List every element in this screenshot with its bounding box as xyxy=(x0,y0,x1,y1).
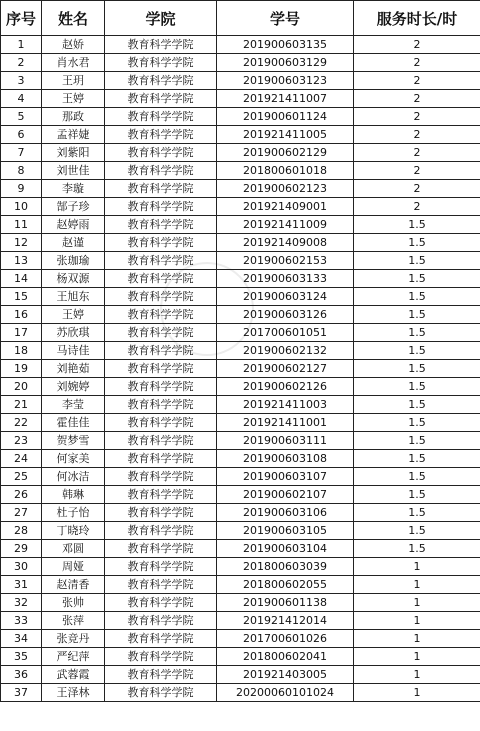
cell-student-id: 201921411003 xyxy=(217,396,354,414)
cell-service-hours: 2 xyxy=(354,54,480,72)
cell-name: 赵谨 xyxy=(42,234,105,252)
cell-college: 教育科学学院 xyxy=(105,180,217,198)
cell-student-id: 201921403005 xyxy=(217,666,354,684)
cell-college: 教育科学学院 xyxy=(105,540,217,558)
cell-college: 教育科学学院 xyxy=(105,450,217,468)
cell-service-hours: 1.5 xyxy=(354,270,480,288)
cell-student-id: 201800601018 xyxy=(217,162,354,180)
cell-student-id: 201900602127 xyxy=(217,360,354,378)
cell-student-id: 201700601051 xyxy=(217,324,354,342)
cell-service-hours: 1.5 xyxy=(354,252,480,270)
cell-service-hours: 1.5 xyxy=(354,468,480,486)
cell-name: 苏欣琪 xyxy=(42,324,105,342)
cell-serial-number: 24 xyxy=(1,450,42,468)
cell-serial-number: 20 xyxy=(1,378,42,396)
cell-college: 教育科学学院 xyxy=(105,72,217,90)
cell-serial-number: 23 xyxy=(1,432,42,450)
cell-college: 教育科学学院 xyxy=(105,630,217,648)
cell-serial-number: 6 xyxy=(1,126,42,144)
cell-serial-number: 4 xyxy=(1,90,42,108)
cell-serial-number: 22 xyxy=(1,414,42,432)
cell-college: 教育科学学院 xyxy=(105,684,217,702)
table-row xyxy=(1,342,480,360)
table-row xyxy=(1,648,480,666)
cell-service-hours: 2 xyxy=(354,162,480,180)
cell-student-id: 201900603106 xyxy=(217,504,354,522)
cell-college: 教育科学学院 xyxy=(105,414,217,432)
cell-name: 贺梦雪 xyxy=(42,432,105,450)
cell-name: 那政 xyxy=(42,108,105,126)
cell-college: 教育科学学院 xyxy=(105,360,217,378)
header-student-id: 学号 xyxy=(217,1,354,36)
cell-student-id: 201921409008 xyxy=(217,234,354,252)
table-row xyxy=(1,216,480,234)
cell-serial-number: 18 xyxy=(1,342,42,360)
cell-service-hours: 1 xyxy=(354,594,480,612)
cell-service-hours: 1.5 xyxy=(354,342,480,360)
table-row xyxy=(1,378,480,396)
cell-student-id: 201900601138 xyxy=(217,594,354,612)
table-row xyxy=(1,414,480,432)
cell-service-hours: 1.5 xyxy=(354,216,480,234)
table-row xyxy=(1,486,480,504)
cell-student-id: 201900603133 xyxy=(217,270,354,288)
cell-college: 教育科学学院 xyxy=(105,504,217,522)
cell-student-id: 201900602123 xyxy=(217,180,354,198)
cell-student-id: 201900601124 xyxy=(217,108,354,126)
cell-student-id: 201900603123 xyxy=(217,72,354,90)
header-name: 姓名 xyxy=(42,1,105,36)
cell-name: 刘艳茹 xyxy=(42,360,105,378)
cell-name: 周娅 xyxy=(42,558,105,576)
cell-student-id: 201900602132 xyxy=(217,342,354,360)
cell-name: 何家美 xyxy=(42,450,105,468)
cell-student-id: 201921411009 xyxy=(217,216,354,234)
cell-student-id: 201800602055 xyxy=(217,576,354,594)
cell-service-hours: 1 xyxy=(354,648,480,666)
table-row xyxy=(1,36,480,54)
cell-name: 武蓉霞 xyxy=(42,666,105,684)
cell-name: 杜子怡 xyxy=(42,504,105,522)
header-serial-number: 序号 xyxy=(1,1,42,36)
cell-service-hours: 1 xyxy=(354,558,480,576)
cell-serial-number: 7 xyxy=(1,144,42,162)
cell-service-hours: 2 xyxy=(354,180,480,198)
table-row xyxy=(1,468,480,486)
cell-college: 教育科学学院 xyxy=(105,576,217,594)
cell-student-id: 201900602153 xyxy=(217,252,354,270)
cell-service-hours: 1.5 xyxy=(354,360,480,378)
table-row xyxy=(1,666,480,684)
cell-college: 教育科学学院 xyxy=(105,324,217,342)
cell-serial-number: 34 xyxy=(1,630,42,648)
header-row xyxy=(1,1,480,36)
cell-name: 刘世佳 xyxy=(42,162,105,180)
cell-name: 王泽林 xyxy=(42,684,105,702)
cell-student-id: 201900603107 xyxy=(217,468,354,486)
cell-student-id: 201900602126 xyxy=(217,378,354,396)
cell-student-id: 201921411005 xyxy=(217,126,354,144)
table-row xyxy=(1,522,480,540)
cell-service-hours: 1.5 xyxy=(354,540,480,558)
table-row xyxy=(1,180,480,198)
cell-college: 教育科学学院 xyxy=(105,54,217,72)
cell-college: 教育科学学院 xyxy=(105,198,217,216)
cell-serial-number: 30 xyxy=(1,558,42,576)
cell-name: 李莹 xyxy=(42,396,105,414)
cell-serial-number: 2 xyxy=(1,54,42,72)
cell-student-id: 201900603124 xyxy=(217,288,354,306)
cell-student-id: 201921411007 xyxy=(217,90,354,108)
cell-student-id: 201900603108 xyxy=(217,450,354,468)
cell-name: 杨双源 xyxy=(42,270,105,288)
cell-college: 教育科学学院 xyxy=(105,90,217,108)
cell-name: 肖水君 xyxy=(42,54,105,72)
cell-name: 霍佳佳 xyxy=(42,414,105,432)
cell-name: 赵娇 xyxy=(42,36,105,54)
table-row xyxy=(1,684,480,702)
cell-student-id: 201900602107 xyxy=(217,486,354,504)
cell-serial-number: 35 xyxy=(1,648,42,666)
table-body xyxy=(1,36,480,702)
cell-student-id: 201921409001 xyxy=(217,198,354,216)
cell-student-id: 201900603105 xyxy=(217,522,354,540)
cell-serial-number: 15 xyxy=(1,288,42,306)
cell-service-hours: 1.5 xyxy=(354,432,480,450)
cell-serial-number: 37 xyxy=(1,684,42,702)
cell-student-id: 201700601026 xyxy=(217,630,354,648)
cell-student-id: 201800602041 xyxy=(217,648,354,666)
table-row xyxy=(1,108,480,126)
header-service-hours: 服务时长/时 xyxy=(354,1,480,36)
table-row xyxy=(1,54,480,72)
cell-name: 王婷 xyxy=(42,90,105,108)
table-row xyxy=(1,198,480,216)
cell-serial-number: 1 xyxy=(1,36,42,54)
cell-service-hours: 2 xyxy=(354,36,480,54)
cell-name: 何冰洁 xyxy=(42,468,105,486)
cell-serial-number: 5 xyxy=(1,108,42,126)
cell-college: 教育科学学院 xyxy=(105,594,217,612)
table-row xyxy=(1,540,480,558)
table-row xyxy=(1,90,480,108)
table-row xyxy=(1,576,480,594)
cell-serial-number: 19 xyxy=(1,360,42,378)
header-college: 学院 xyxy=(105,1,217,36)
table-row xyxy=(1,162,480,180)
cell-student-id: 201900603129 xyxy=(217,54,354,72)
cell-serial-number: 32 xyxy=(1,594,42,612)
cell-serial-number: 28 xyxy=(1,522,42,540)
cell-service-hours: 1.5 xyxy=(354,450,480,468)
cell-service-hours: 1.5 xyxy=(354,378,480,396)
cell-service-hours: 2 xyxy=(354,72,480,90)
cell-college: 教育科学学院 xyxy=(105,396,217,414)
cell-serial-number: 33 xyxy=(1,612,42,630)
cell-service-hours: 1.5 xyxy=(354,288,480,306)
table-row xyxy=(1,396,480,414)
cell-name: 张萍 xyxy=(42,612,105,630)
cell-service-hours: 1 xyxy=(354,576,480,594)
cell-serial-number: 31 xyxy=(1,576,42,594)
cell-college: 教育科学学院 xyxy=(105,162,217,180)
cell-service-hours: 2 xyxy=(354,108,480,126)
cell-student-id: 201900603111 xyxy=(217,432,354,450)
cell-college: 教育科学学院 xyxy=(105,432,217,450)
table-row xyxy=(1,72,480,90)
cell-serial-number: 9 xyxy=(1,180,42,198)
table-row xyxy=(1,504,480,522)
cell-college: 教育科学学院 xyxy=(105,288,217,306)
table-row xyxy=(1,630,480,648)
cell-name: 张珈瑜 xyxy=(42,252,105,270)
cell-college: 教育科学学院 xyxy=(105,234,217,252)
cell-service-hours: 1.5 xyxy=(354,396,480,414)
cell-service-hours: 1 xyxy=(354,612,480,630)
cell-college: 教育科学学院 xyxy=(105,666,217,684)
cell-college: 教育科学学院 xyxy=(105,378,217,396)
cell-college: 教育科学学院 xyxy=(105,612,217,630)
cell-service-hours: 2 xyxy=(354,126,480,144)
cell-service-hours: 2 xyxy=(354,198,480,216)
cell-service-hours: 1.5 xyxy=(354,522,480,540)
table-row xyxy=(1,432,480,450)
cell-name: 孟祥婕 xyxy=(42,126,105,144)
cell-student-id: 201900603135 xyxy=(217,36,354,54)
cell-college: 教育科学学院 xyxy=(105,342,217,360)
table-row xyxy=(1,306,480,324)
cell-serial-number: 10 xyxy=(1,198,42,216)
table-row xyxy=(1,252,480,270)
cell-college: 教育科学学院 xyxy=(105,126,217,144)
cell-student-id: 201921412014 xyxy=(217,612,354,630)
table-row xyxy=(1,594,480,612)
cell-name: 赵婷雨 xyxy=(42,216,105,234)
cell-service-hours: 1.5 xyxy=(354,414,480,432)
table-row xyxy=(1,234,480,252)
cell-college: 教育科学学院 xyxy=(105,522,217,540)
cell-serial-number: 13 xyxy=(1,252,42,270)
cell-service-hours: 1.5 xyxy=(354,324,480,342)
cell-serial-number: 8 xyxy=(1,162,42,180)
cell-service-hours: 1.5 xyxy=(354,306,480,324)
cell-college: 教育科学学院 xyxy=(105,306,217,324)
cell-service-hours: 1 xyxy=(354,684,480,702)
cell-name: 张竞丹 xyxy=(42,630,105,648)
cell-student-id: 201900603104 xyxy=(217,540,354,558)
cell-service-hours: 2 xyxy=(354,144,480,162)
table-row xyxy=(1,360,480,378)
cell-student-id: 201900602129 xyxy=(217,144,354,162)
cell-serial-number: 12 xyxy=(1,234,42,252)
cell-serial-number: 3 xyxy=(1,72,42,90)
cell-student-id: 201900603126 xyxy=(217,306,354,324)
cell-college: 教育科学学院 xyxy=(105,270,217,288)
cell-college: 教育科学学院 xyxy=(105,36,217,54)
cell-student-id: 201800603039 xyxy=(217,558,354,576)
table-row xyxy=(1,558,480,576)
cell-college: 教育科学学院 xyxy=(105,558,217,576)
cell-name: 刘紫阳 xyxy=(42,144,105,162)
cell-name: 韩琳 xyxy=(42,486,105,504)
cell-serial-number: 16 xyxy=(1,306,42,324)
cell-service-hours: 1.5 xyxy=(354,504,480,522)
cell-serial-number: 14 xyxy=(1,270,42,288)
cell-name: 刘婉婷 xyxy=(42,378,105,396)
cell-name: 王婷 xyxy=(42,306,105,324)
cell-service-hours: 1.5 xyxy=(354,486,480,504)
cell-serial-number: 17 xyxy=(1,324,42,342)
table-row xyxy=(1,270,480,288)
table-row xyxy=(1,450,480,468)
cell-college: 教育科学学院 xyxy=(105,468,217,486)
table-row xyxy=(1,126,480,144)
cell-college: 教育科学学院 xyxy=(105,252,217,270)
table-row xyxy=(1,288,480,306)
cell-name: 严纪萍 xyxy=(42,648,105,666)
cell-serial-number: 26 xyxy=(1,486,42,504)
cell-name: 张帅 xyxy=(42,594,105,612)
cell-name: 赵清香 xyxy=(42,576,105,594)
cell-name: 王玥 xyxy=(42,72,105,90)
cell-name: 王旭东 xyxy=(42,288,105,306)
cell-service-hours: 1 xyxy=(354,666,480,684)
cell-name: 马诗佳 xyxy=(42,342,105,360)
cell-college: 教育科学学院 xyxy=(105,216,217,234)
cell-name: 李璇 xyxy=(42,180,105,198)
cell-service-hours: 1 xyxy=(354,630,480,648)
cell-serial-number: 11 xyxy=(1,216,42,234)
cell-student-id: 201921411001 xyxy=(217,414,354,432)
cell-name: 邓圆 xyxy=(42,540,105,558)
cell-student-id: 20200060101024 xyxy=(217,684,354,702)
cell-name: 丁晓玲 xyxy=(42,522,105,540)
cell-serial-number: 29 xyxy=(1,540,42,558)
table-row xyxy=(1,144,480,162)
cell-service-hours: 2 xyxy=(354,90,480,108)
cell-serial-number: 36 xyxy=(1,666,42,684)
cell-serial-number: 25 xyxy=(1,468,42,486)
cell-serial-number: 21 xyxy=(1,396,42,414)
cell-college: 教育科学学院 xyxy=(105,144,217,162)
table-row xyxy=(1,612,480,630)
cell-college: 教育科学学院 xyxy=(105,486,217,504)
table-row xyxy=(1,324,480,342)
cell-service-hours: 1.5 xyxy=(354,234,480,252)
cell-college: 教育科学学院 xyxy=(105,108,217,126)
cell-serial-number: 27 xyxy=(1,504,42,522)
cell-college: 教育科学学院 xyxy=(105,648,217,666)
cell-name: 郜子珍 xyxy=(42,198,105,216)
